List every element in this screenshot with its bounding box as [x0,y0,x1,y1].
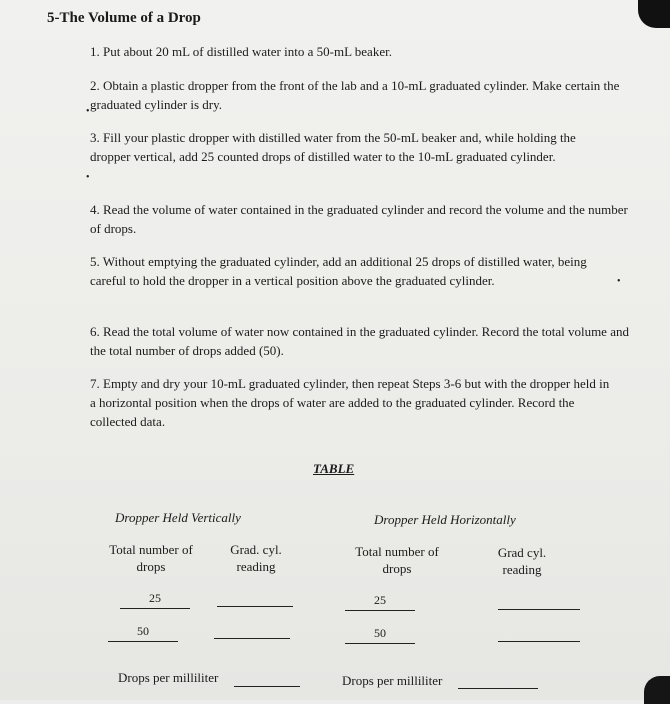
horizontal-reading-blank-2[interactable] [498,641,580,642]
step-2: 2. Obtain a plastic dropper from the front of the lab and a 10-mL graduated cylinder. Make certain the graduated cylinder is dry. [90,78,620,112]
vertical-drops-per-ml-label: Drops per milliliter [118,670,219,685]
vertical-col-drops-header: Total number of drops [109,542,193,574]
vertical-reading-blank-1[interactable] [217,606,293,607]
step-1: 1. Put about 20 mL of distilled water into a 50-mL beaker. [90,44,392,59]
horizontal-heading: Dropper Held Horizontally [374,512,516,527]
horizontal-drops-per-ml-blank[interactable] [458,688,538,689]
stray-mark: • [86,172,90,183]
stray-mark: • [86,106,90,117]
horizontal-col-reading-header: Grad cyl. reading [497,545,547,577]
vertical-drops-row-2: 50 [108,624,178,642]
horizontal-drops-row-1: 25 [345,593,415,611]
vertical-drops-per-ml-blank[interactable] [234,686,300,687]
step-5: 5. Without emptying the graduated cylinder, add an additional 25 drops of distilled water, being careful to hold the dropper in a vertical position above the graduated cylinder. [90,254,587,288]
horizontal-drops-row-2: 50 [345,626,415,644]
vertical-reading-blank-2[interactable] [214,638,290,639]
horizontal-col-drops-header: Total number of drops [355,544,439,576]
vertical-col-reading-header: Grad. cyl. reading [230,542,282,574]
vertical-heading: Dropper Held Vertically [115,510,241,525]
photo-corner-shadow [638,0,670,28]
page-title: 5-The Volume of a Drop [47,10,201,26]
step-3: 3. Fill your plastic dropper with distilled water from the 50-mL beaker and, while holding the dropper vertical, add 25 counted drops of distilled water to the 10-mL graduated cylinder. [90,130,576,164]
horizontal-reading-blank-1[interactable] [498,609,580,610]
step-4: 4. Read the volume of water contained in the graduated cylinder and record the volume and the number of drops. [90,202,628,236]
horizontal-drops-per-ml-label: Drops per milliliter [342,673,443,688]
step-7: 7. Empty and dry your 10-mL graduated cylinder, then repeat Steps 3-6 but with the dropper held in a horizontal position when the drops of water are added to the graduated cylinder. Record the collected data. [90,376,610,429]
stray-mark: • [617,276,621,287]
table-title: TABLE [313,461,355,476]
step-6: 6. Read the total volume of water now contained in the graduated cylinder. Record the total volume and the total number of drops added (50). [90,324,629,358]
vertical-drops-row-1: 25 [120,591,190,609]
